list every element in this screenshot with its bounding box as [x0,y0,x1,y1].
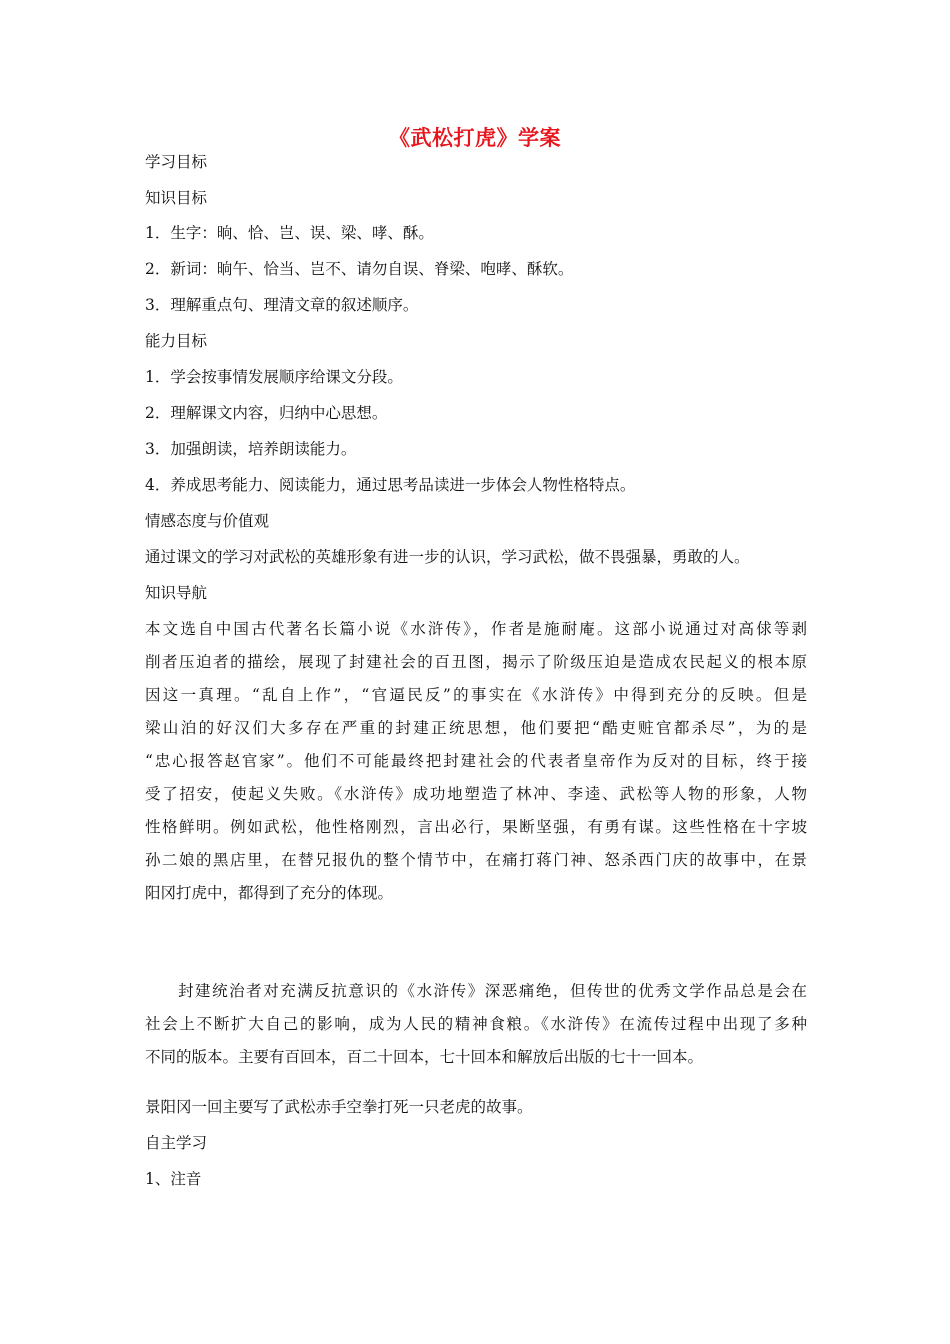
paragraph-line: 梁山泊的好汉们大多存在严重的封建正统思想，他们要把“酷吏赃官都杀尽”，为的是 [145,719,807,737]
knowledge-nav-summary: 景阳冈一回主要写了武松赤手空拳打死一只老虎的故事。 [145,1098,533,1116]
knowledge-nav-heading: 知识导航 [145,584,208,602]
paragraph-line: 封建统治者对充满反抗意识的《水浒传》深恶痛绝，但传世的优秀文学作品总是会在 [178,982,807,1000]
knowledge-goal-item: 1．生字：晌、恰、岂、误、梁、哮、酥。 [145,224,434,242]
document-title: 《武松打虎》学案 [389,125,561,150]
paragraph-line: 因这一真理。“乱自上作”，“官逼民反”的事实在《水浒传》中得到充分的反映。但是 [145,686,807,704]
self-study-heading: 自主学习 [145,1134,208,1152]
attitude-goals-heading: 情感态度与价值观 [145,512,270,530]
ability-goals-heading: 能力目标 [145,332,208,350]
paragraph-line: 削者压迫者的描绘，展现了封建社会的百丑图，揭示了阶级压迫是造成农民起义的根本原 [145,653,807,671]
knowledge-nav-paragraph-2 [145,975,807,1074]
paragraph-line: 不同的版本。主要有百回本，百二十回本，七十回本和解放后出版的七十一回本。 [145,1048,704,1066]
learning-goals-heading: 学习目标 [145,153,208,171]
knowledge-nav-paragraph-1 [145,613,807,910]
paragraph-line: 孙二娘的黑店里，在替兄报仇的整个情节中，在痛打蒋门神、怒杀西门庆的故事中，在景 [145,851,807,869]
attitude-goals-text: 通过课文的学习对武松的英雄形象有进一步的认识，学习武松，做不畏强暴，勇敢的人。 [145,548,750,566]
ability-goal-item: 3．加强朗读，培养朗读能力。 [145,440,357,458]
paragraph-line: 受了招安，使起义失败。《水浒传》成功地塑造了林冲、李逵、武松等人物的形象，人物 [145,785,807,803]
ability-goal-item: 1．学会按事情发展顺序给课文分段。 [145,368,403,386]
paragraph-line: 本文选自中国古代著名长篇小说《水浒传》，作者是施耐庵。这部小说通过对高俅等剥 [145,620,807,638]
paragraph-line: 阳冈打虎中，都得到了充分的体现。 [145,884,394,902]
paragraph-line: “忠心报答赵官家”。他们不可能最终把封建社会的代表者皇帝作为反对的目标，终于接 [145,752,807,770]
knowledge-goals-heading: 知识目标 [145,189,208,207]
knowledge-goal-item: 2．新词：晌午、恰当、岂不、请勿自误、脊梁、咆哮、酥软。 [145,260,574,278]
ability-goal-item: 2．理解课文内容，归纳中心思想。 [145,404,388,422]
ability-goal-item: 4．养成思考能力、阅读能力，通过思考品读进一步体会人物性格特点。 [145,476,636,494]
self-study-item: 1、注音 [145,1170,202,1188]
knowledge-goal-item: 3．理解重点句、理清文章的叙述顺序。 [145,296,419,314]
paragraph-line: 社会上不断扩大自己的影响，成为人民的精神食粮。《水浒传》在流传过程中出现了多种 [145,1015,807,1033]
paragraph-line: 性格鲜明。例如武松，他性格刚烈，言出必行，果断坚强，有勇有谋。这些性格在十字坡 [145,818,807,836]
